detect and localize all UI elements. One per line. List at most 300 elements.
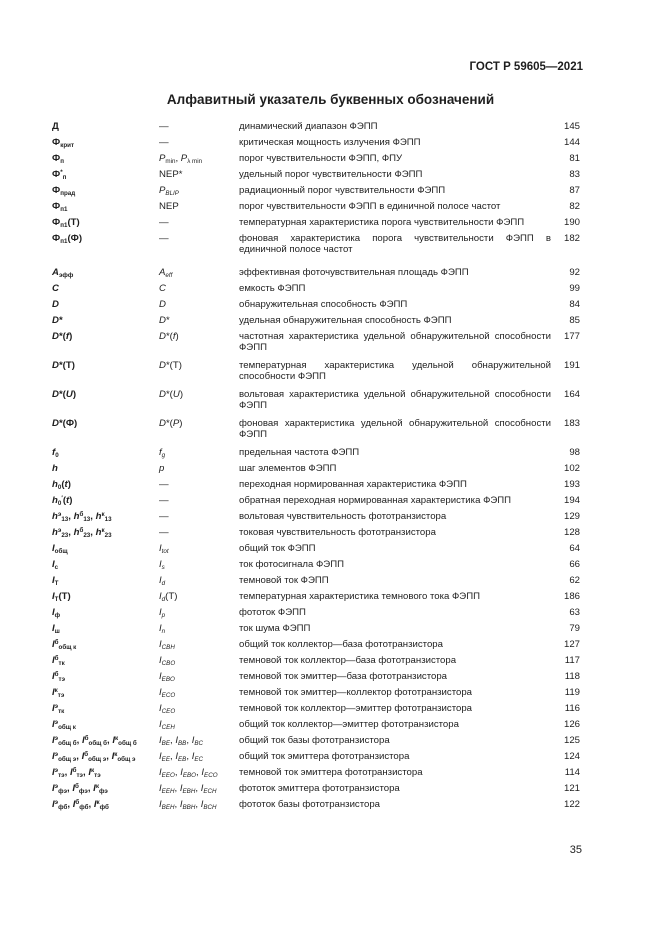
superscript: э xyxy=(54,799,59,807)
symbol xyxy=(52,185,156,196)
international-symbol xyxy=(159,703,237,714)
symbol-text: * xyxy=(165,315,170,326)
symbol xyxy=(52,137,156,148)
symbol xyxy=(52,283,156,294)
index-row xyxy=(52,590,580,606)
superscript: к xyxy=(91,767,95,775)
symbol-text: (T) xyxy=(58,591,71,602)
symbol-text: I xyxy=(52,719,55,730)
subscript: фб xyxy=(58,804,68,812)
symbol-text: A xyxy=(159,267,166,278)
subscript: эфф xyxy=(58,272,74,280)
international-symbol xyxy=(159,331,237,342)
symbol xyxy=(52,543,156,554)
symbol-text: Ф xyxy=(52,153,61,164)
symbol xyxy=(52,575,156,586)
term-page-number: 129 xyxy=(563,511,580,522)
term-page-number: 126 xyxy=(563,719,580,730)
symbol xyxy=(52,360,156,371)
term-page-number: 121 xyxy=(563,783,580,794)
subscript: EC xyxy=(194,756,204,764)
symbol-text: h xyxy=(95,511,102,522)
term-description: общий ток эмиттера фототранзистора xyxy=(239,751,410,762)
symbol-text: I xyxy=(52,623,55,634)
superscript: * xyxy=(60,169,63,177)
subscript: n xyxy=(161,628,166,636)
symbol xyxy=(52,201,156,212)
term-page-number: 102 xyxy=(563,463,580,474)
term-description: порог чувствительности ФЭПП в единичной полосе частот xyxy=(239,201,501,212)
term-page-number: 193 xyxy=(563,479,580,490)
symbol-text: *( xyxy=(58,389,66,400)
subscript: d xyxy=(161,596,166,604)
subscript: min xyxy=(165,158,176,166)
subscript: eff xyxy=(165,272,173,280)
symbol-text: , xyxy=(106,751,112,762)
term-description: общий ток ФЭПП xyxy=(239,543,316,554)
index-row xyxy=(52,542,580,558)
symbol-text: D xyxy=(159,389,166,400)
term-page-number: 125 xyxy=(563,735,580,746)
international-symbol xyxy=(159,299,237,310)
index-row xyxy=(52,606,580,622)
term-description: ток шума ФЭПП xyxy=(239,623,311,634)
index-row xyxy=(52,388,580,417)
index-row xyxy=(52,314,580,330)
symbol-text: Ф xyxy=(52,233,61,244)
symbol-text: I xyxy=(52,671,55,682)
international-symbol xyxy=(159,418,237,429)
symbol-text: Ф xyxy=(52,169,61,180)
symbol-text: I xyxy=(52,735,55,746)
symbol-text: I xyxy=(93,799,97,810)
subscript: BBH xyxy=(182,804,196,812)
term-page-number: 191 xyxy=(563,360,580,371)
international-symbol xyxy=(159,783,237,794)
symbol xyxy=(52,331,156,342)
term-description: темновой ток ФЭПП xyxy=(239,575,329,586)
symbol-text: I xyxy=(88,767,92,778)
symbol-text: f xyxy=(159,447,162,458)
subscript: CBO xyxy=(161,660,176,668)
symbol-text: , xyxy=(67,783,73,794)
symbol-text: I xyxy=(52,751,55,762)
international-symbol xyxy=(159,389,237,400)
index-row xyxy=(52,718,580,734)
symbol-text: ( xyxy=(62,495,67,506)
term-description: ток фотосигнала ФЭПП xyxy=(239,559,344,570)
international-symbol xyxy=(159,607,237,618)
term-page-number: 98 xyxy=(569,447,580,458)
symbol-text: D xyxy=(159,418,166,429)
symbol-text: p xyxy=(159,463,165,474)
symbol xyxy=(52,527,156,538)
international-symbol xyxy=(159,185,237,196)
symbol xyxy=(52,559,156,570)
superscript: к xyxy=(115,735,119,743)
subscript: ECH xyxy=(203,788,217,796)
index-row xyxy=(52,654,580,670)
index-row xyxy=(52,152,580,168)
symbol-text: h xyxy=(52,463,58,474)
superscript: ′ xyxy=(61,495,63,503)
index-row xyxy=(52,622,580,638)
term-description: темновой ток эмиттера фототранзистора xyxy=(239,767,423,778)
symbol-text: D xyxy=(159,299,166,310)
term-page-number: 118 xyxy=(564,671,580,682)
symbol-text: I xyxy=(81,751,85,762)
term-description: радиационный порог чувствительности ФЭПП xyxy=(239,185,446,196)
symbol-text: I xyxy=(52,559,55,570)
symbol-text: , xyxy=(186,735,192,746)
subscript: тэ xyxy=(58,676,66,684)
term-page-number: 116 xyxy=(564,703,580,714)
international-symbol xyxy=(159,687,237,698)
symbol-text: I xyxy=(52,655,55,666)
symbol-text: D xyxy=(159,315,166,326)
superscript: б xyxy=(75,799,80,807)
symbol xyxy=(52,799,156,810)
index-row xyxy=(52,417,580,446)
subscript: 23 xyxy=(61,532,69,540)
symbol-text: ( xyxy=(61,479,65,490)
term-page-number: 124 xyxy=(563,751,580,762)
superscript: э xyxy=(54,751,59,759)
symbol-text: ) xyxy=(67,479,71,490)
international-symbol xyxy=(159,623,237,634)
symbol xyxy=(52,751,156,762)
symbol-text: D xyxy=(52,299,59,310)
international-symbol xyxy=(159,447,237,458)
standard-number: ГОСТ Р 59605—2021 xyxy=(469,61,583,73)
symbol-text: ) xyxy=(179,418,183,429)
symbol-text: NEP* xyxy=(159,169,183,180)
subscript: 0 xyxy=(57,484,62,492)
superscript: э xyxy=(57,511,62,519)
symbol-text: P xyxy=(159,153,166,164)
symbol-text: I xyxy=(69,767,73,778)
index-row xyxy=(52,510,580,526)
symbol-text: (T) xyxy=(67,217,80,228)
subscript: EEH xyxy=(161,788,175,796)
subscript: T xyxy=(54,596,59,604)
term-description: общий ток коллектор—эмиттер фототранзистора xyxy=(239,719,459,730)
superscript: э xyxy=(54,783,59,791)
index-row xyxy=(52,702,580,718)
international-symbol xyxy=(159,719,237,730)
term-description: предельная частота ФЭПП xyxy=(239,447,360,458)
superscript: э xyxy=(54,703,59,711)
symbol-text: f xyxy=(52,447,56,458)
symbol-text: Ф xyxy=(52,137,61,148)
subscript: d xyxy=(161,580,166,588)
subscript: 13 xyxy=(61,516,69,524)
symbol-text: h xyxy=(73,511,80,522)
subscript: п xyxy=(60,158,64,166)
term-description: фоновая характеристика порога чувствительности ФЭПП в единичной полосе частот xyxy=(239,233,551,255)
symbol-text: , xyxy=(76,735,82,746)
term-page-number: 117 xyxy=(564,655,580,666)
subscript: EEO xyxy=(161,772,175,780)
index-row xyxy=(52,798,580,814)
superscript: к xyxy=(96,799,100,807)
symbol xyxy=(52,735,156,746)
subscript: общ б xyxy=(118,740,137,748)
index-row xyxy=(52,526,580,542)
index-row xyxy=(52,574,580,590)
symbol xyxy=(52,299,156,310)
term-description: динамический диапазон ФЭПП xyxy=(239,121,378,132)
symbol-text: ) xyxy=(175,331,179,342)
symbol-text: I xyxy=(159,703,162,714)
index-row xyxy=(52,330,580,359)
symbol-text: I xyxy=(159,559,162,570)
term-page-number: 182 xyxy=(563,233,580,244)
superscript: б xyxy=(84,735,89,743)
symbol xyxy=(52,655,156,666)
international-symbol xyxy=(159,360,237,371)
symbol xyxy=(52,447,156,458)
symbol xyxy=(52,389,156,400)
term-description: удельный порог чувствительности ФЭПП xyxy=(239,169,423,180)
index-row xyxy=(52,478,580,494)
subscript: ш xyxy=(54,628,60,636)
subscript: фэ xyxy=(78,788,88,796)
symbol-text: — xyxy=(159,511,169,522)
symbol-text: I xyxy=(159,735,162,746)
symbol-text: *( xyxy=(58,331,66,342)
subscript: общ б xyxy=(88,740,108,748)
term-page-number: 63 xyxy=(569,607,580,618)
symbol-text: I xyxy=(200,799,204,810)
term-page-number: 99 xyxy=(569,283,580,294)
term-description: шаг элементов ФЭПП xyxy=(239,463,337,474)
symbol xyxy=(52,703,156,714)
symbol-text: I xyxy=(159,591,162,602)
term-description: переходная нормированная характеристика ФЭПП xyxy=(239,479,467,490)
international-symbol xyxy=(159,671,237,682)
symbol-text: I xyxy=(93,783,96,794)
subscript: п1 xyxy=(60,238,68,246)
term-page-number: 177 xyxy=(563,331,580,342)
subscript: п xyxy=(62,174,67,182)
superscript: к xyxy=(101,511,105,519)
symbol-text: I xyxy=(52,591,55,602)
symbol-text: f xyxy=(65,331,70,342)
symbol xyxy=(52,418,156,429)
term-page-number: 144 xyxy=(563,137,580,148)
subscript: общ xyxy=(54,548,68,556)
subscript: T xyxy=(54,580,59,588)
symbol-text: ) xyxy=(69,495,73,506)
symbol-text: Д xyxy=(52,121,59,132)
subscript: крит xyxy=(60,142,75,150)
subscript: BE xyxy=(161,740,170,748)
symbol-text: , xyxy=(76,751,82,762)
term-description: темновой ток коллектор—база фототранзистора xyxy=(239,655,457,666)
symbol-text: C xyxy=(159,283,166,294)
symbol-text: , xyxy=(64,767,70,778)
index-row xyxy=(52,298,580,314)
term-page-number: 194 xyxy=(563,495,580,506)
international-symbol xyxy=(159,591,237,602)
superscript: б xyxy=(75,783,79,791)
symbol-text: U xyxy=(65,389,73,400)
symbol-text: t xyxy=(66,495,70,506)
international-symbol xyxy=(159,463,237,474)
symbol-text: Ф xyxy=(52,185,61,196)
symbol-text: — xyxy=(159,137,169,148)
term-description: фототок ФЭПП xyxy=(239,607,306,618)
subscript: 13 xyxy=(104,516,112,524)
term-description: вольтовая характеристика удельной обнаружительной способности ФЭПП xyxy=(239,389,551,411)
subscript: фб xyxy=(99,804,109,812)
international-symbol xyxy=(159,799,237,810)
symbol-text: D xyxy=(52,315,59,326)
symbol xyxy=(52,783,156,794)
index-row xyxy=(52,232,580,266)
symbol xyxy=(52,719,156,730)
term-page-number: 164 xyxy=(563,389,580,400)
subscript: BB xyxy=(178,740,187,748)
symbol-text: — xyxy=(159,495,169,506)
international-symbol xyxy=(159,121,237,132)
symbol-text: I xyxy=(159,751,162,762)
term-page-number: 66 xyxy=(569,559,580,570)
subscript: 23 xyxy=(83,532,91,540)
symbol-text: , xyxy=(196,767,202,778)
international-symbol xyxy=(159,527,237,538)
symbol xyxy=(52,479,156,490)
term-description: темновой ток коллектор—эмиттер фототранзистора xyxy=(239,703,473,714)
term-page-number: 114 xyxy=(564,767,580,778)
symbol-text: I xyxy=(159,783,162,794)
term-page-number: 128 xyxy=(563,527,580,538)
term-description: общий ток коллектор—база фототранзистора xyxy=(239,639,443,650)
term-page-number: 64 xyxy=(569,543,580,554)
symbol xyxy=(52,169,156,180)
subscript: CEH xyxy=(161,724,175,732)
symbol-text: f xyxy=(172,331,176,342)
superscript: к xyxy=(95,783,99,791)
term-page-number: 79 xyxy=(569,623,580,634)
term-description: порог чувствительности ФЭПП, ФПУ xyxy=(239,153,403,164)
international-symbol xyxy=(159,283,237,294)
subscript: BEH xyxy=(161,804,175,812)
international-symbol xyxy=(159,201,237,212)
symbol-text: — xyxy=(159,479,169,490)
subscript: BLIP xyxy=(165,190,179,198)
symbol-text: I xyxy=(159,767,162,778)
subscript: фб xyxy=(79,804,89,812)
subscript: общ э xyxy=(58,756,77,764)
subscript: λ min xyxy=(187,158,203,166)
subscript: EBO xyxy=(161,676,175,684)
superscript: б xyxy=(84,751,89,759)
term-page-number: 119 xyxy=(564,687,580,698)
term-description: вольтовая чувствительность фототранзистора xyxy=(239,511,447,522)
index-row xyxy=(52,136,580,152)
superscript: б xyxy=(54,671,59,679)
index-row xyxy=(52,462,580,478)
index-row xyxy=(52,168,580,184)
subscript: s xyxy=(161,564,165,572)
symbol xyxy=(52,687,156,698)
symbol-text: I xyxy=(159,607,162,618)
symbol-text: (Ф) xyxy=(67,233,83,244)
term-description: эффективная фоточувствительная площадь ФЭПП xyxy=(239,267,469,278)
subscript: CEO xyxy=(161,708,176,716)
symbol-text: *( xyxy=(165,389,173,400)
symbol-text: D xyxy=(52,418,59,429)
symbol-text: I xyxy=(200,783,204,794)
term-page-number: 186 xyxy=(563,591,580,602)
symbol-text: — xyxy=(159,217,169,228)
symbol xyxy=(52,233,156,244)
subscript: 23 xyxy=(104,532,112,540)
subscript: ECO xyxy=(204,772,218,780)
term-description: критическая мощность излучения ФЭПП xyxy=(239,137,421,148)
term-page-number: 85 xyxy=(569,315,580,326)
term-page-number: 87 xyxy=(569,185,580,196)
symbol-text: P xyxy=(172,418,180,429)
symbol-text: ) xyxy=(69,331,73,342)
symbol-text: I xyxy=(159,671,162,682)
international-symbol xyxy=(159,655,237,666)
symbol-text: h xyxy=(52,511,58,522)
subscript: tot xyxy=(161,548,169,556)
symbol-text: h xyxy=(52,479,58,490)
index-row xyxy=(52,184,580,200)
symbol xyxy=(52,671,156,682)
symbol-text: , xyxy=(186,751,192,762)
subscript: общ б xyxy=(58,740,77,748)
superscript: б xyxy=(79,511,84,519)
symbol-text: , xyxy=(175,153,181,164)
international-symbol xyxy=(159,511,237,522)
superscript: э xyxy=(54,735,59,743)
symbol-text: I xyxy=(81,735,85,746)
symbol-text: *(Ф) xyxy=(58,418,78,429)
symbol xyxy=(52,623,156,634)
international-symbol xyxy=(159,315,237,326)
symbol-text: — xyxy=(159,527,169,538)
term-page-number: 82 xyxy=(569,201,580,212)
subscript: общ э xyxy=(117,756,136,764)
symbol-text: , xyxy=(174,767,181,778)
symbol-text: * xyxy=(58,315,63,326)
subscript: тэ xyxy=(58,772,65,780)
subscript: рад xyxy=(63,190,76,198)
symbol-text: D xyxy=(159,331,166,342)
symbol-text: , xyxy=(170,751,176,762)
index-row xyxy=(52,558,580,574)
symbol-text: I xyxy=(179,783,183,794)
symbol-text: I xyxy=(159,639,162,650)
international-symbol xyxy=(159,639,237,650)
symbol-text: I xyxy=(159,799,162,810)
international-symbol xyxy=(159,137,237,148)
symbol xyxy=(52,153,156,164)
term-description: емкость ФЭПП xyxy=(239,283,306,294)
term-description: температурная характеристика темнового тока ФЭПП xyxy=(239,591,480,602)
subscript: фэ xyxy=(58,788,68,796)
symbol-text: Ф xyxy=(52,217,61,228)
symbol-text: I xyxy=(52,607,55,618)
term-description: темновой ток эмиттер—коллектор фототранзистора xyxy=(239,687,473,698)
symbol-text: , xyxy=(174,783,180,794)
term-description: удельная обнаружительная способность ФЭПП xyxy=(239,315,452,326)
